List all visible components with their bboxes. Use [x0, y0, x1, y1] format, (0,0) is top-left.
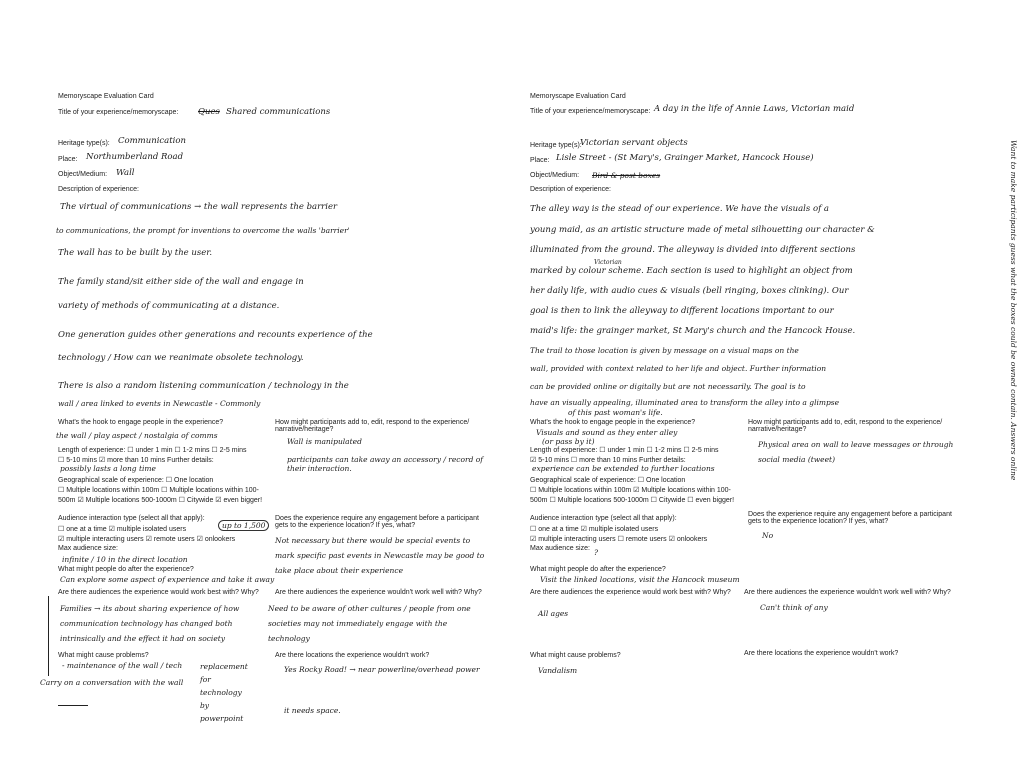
locations-value-2: it needs space. [284, 706, 341, 715]
max-audience-value: infinite / 10 in the direct location [62, 555, 188, 564]
hook-label: What's the hook to engage people in the experience? [58, 419, 224, 426]
description-insert: Victorian [594, 259, 622, 266]
after-label: What might people do after the experience? [530, 566, 666, 573]
hook-label: What's the hook to engage people in the experience? [530, 419, 696, 426]
audience-line-1: ☐ one at a time ☑ multiple isolated users [530, 526, 659, 533]
audiences-best-label: Are there audiences the experience would work best with? Why? [530, 589, 731, 596]
problems-value: Vandalism [538, 666, 578, 675]
engagement-label: Does the experience require any engagement before a participant gets to the experience location? If yes, what? [748, 511, 952, 525]
description-line: of this past woman's life. [568, 408, 663, 417]
place-label: Place: [58, 156, 78, 163]
margin-note: Want to make participants guess what the boxes could be owned contain. Answers online [1009, 140, 1018, 481]
after-value: Visit the linked locations, visit the Hancock museum [540, 575, 740, 584]
audiences-best-value: All ages [538, 609, 569, 618]
title-struck: Ques [198, 107, 220, 117]
audiences-best-label: Are there audiences the experience would work best with? Why? [58, 589, 259, 596]
heritage-value: Victorian servant objects [580, 138, 688, 148]
description-line: The wall has to be built by the user. [58, 248, 213, 258]
description-line: marked by colour scheme. Each section is used to highlight an object from [530, 266, 853, 276]
engagement-value: No [762, 531, 774, 540]
heritage-value: Communication [118, 136, 186, 146]
title-value: Shared communications [226, 107, 331, 117]
locations-label: Are there locations the experience wouldn't work? [275, 652, 430, 659]
participants-value: Physical area on wall to leave messages or through social media (tweet) [758, 440, 954, 464]
geo-line-1: Geographical scale of experience: ☐ One location [530, 477, 686, 484]
heritage-label: Heritage type(s): [530, 142, 582, 149]
length-value: experience can be extended to further locations [532, 464, 715, 473]
description-line: The trail to those location is given by message on a visual maps on the [530, 346, 799, 355]
object-label: Object/Medium: [58, 171, 108, 178]
max-audience-value: ? [594, 548, 599, 557]
description-line: can be provided online or digitally but are not necessarily. The goal is to [530, 382, 806, 391]
geo-line-2: ☐ Multiple locations within 100m ☑ Multiple locations within 100- [530, 487, 731, 494]
participants-value-2: participants can take away an accessory / record of their interaction. [287, 455, 484, 473]
underline-mark [58, 705, 88, 706]
participants-label: How might participants add to, edit, respond to the experience/ narrative/heritage? [748, 419, 943, 433]
geo-line-2: ☐ Multiple locations within 100m ☐ Multiple locations within 100- [58, 487, 259, 494]
length-line-2: ☑ 5-10 mins ☐ more than 10 mins Further details: [530, 457, 686, 464]
description-line: There is also a random listening communication / technology in the [58, 381, 349, 391]
length-value: possibly lasts a long time [60, 464, 156, 473]
audience-label: Audience interaction type (select all that apply): [58, 515, 205, 522]
after-value: Can explore some aspect of experience and take it away [60, 575, 275, 584]
audiences-not-value: Can't think of any [760, 603, 828, 612]
description-line: The family stand/sit either side of the wall and engage in [58, 277, 304, 287]
place-value: Lisle Street - (St Mary's, Grainger Market, Hancock House) [556, 153, 814, 163]
audience-line-2: ☑ multiple interacting users ☑ remote users ☑ onlookers [58, 536, 236, 543]
hook-value: the wall / play aspect / nostalgia of comms [56, 431, 218, 440]
hook-value-1: Visuals and sound as they enter alley [536, 428, 678, 437]
description-line: to communications, the prompt for inventions to overcome the walls 'barrier' [56, 226, 350, 235]
object-label: Object/Medium: [530, 172, 580, 179]
card-header: Memoryscape Evaluation Card [530, 93, 626, 100]
description-line: wall, provided with context related to her life and object. Further information [530, 364, 827, 373]
audience-note: up to 1,500 [218, 520, 269, 531]
engagement-value: Not necessary but there would be special events to mark specific past events in Newcastle may be good to take place about their experience [275, 536, 485, 575]
length-line-2: ☐ 5-10 mins ☑ more than 10 mins Further details: [58, 457, 214, 464]
hook-value-2: (or pass by it) [542, 437, 595, 446]
problems-side-note: replacement for technology by powerpoint [200, 662, 248, 723]
evaluation-card-right [512, 0, 1024, 768]
description-line: young maid, as an artistic structure made of metal silhouetting our character & [530, 225, 875, 235]
audiences-not-value: Need to be aware of other cultures / people from one societies may not immediately engage with the technology [268, 604, 471, 643]
locations-value: Yes Rocky Road! → near powerline/overhead power [284, 665, 480, 674]
description-line: goal is then to link the alleyway to different locations important to our [530, 306, 834, 316]
problems-label: What might cause problems? [530, 652, 621, 659]
description-label: Description of experience: [530, 186, 611, 193]
length-line: Length of experience: ☐ under 1 min ☐ 1-2 mins ☐ 2-5 mins [530, 447, 719, 454]
audiences-best-value: Families → its about sharing experience of how communication technology has changed both intrinsically and the effect it had on society [60, 604, 240, 643]
problems-value-2: Carry on a conversation with the wall [40, 678, 184, 687]
description-line: One generation guides other generations and recounts experience of the [58, 330, 373, 340]
description-line: her daily life, with audio cues & visuals (bell ringing, boxes clinking). Our [530, 286, 849, 296]
place-value: Northumberland Road [86, 152, 184, 162]
engagement-label: Does the experience require any engagement before a participant gets to the experience location? If yes, what? [275, 515, 479, 529]
after-label: What might people do after the experience? [58, 566, 194, 573]
object-struck: Bird & post boxes [592, 171, 661, 180]
max-audience-label: Max audience size: [58, 545, 118, 552]
description-label: Description of experience: [58, 186, 139, 193]
audiences-not-label: Are there audiences the experience wouldn't work well with? Why? [275, 589, 482, 596]
audience-line-2: ☑ multiple interacting users ☐ remote users ☑ onlookers [530, 536, 708, 543]
place-label: Place: [530, 157, 550, 164]
description-line: have an visually appealing, illuminated area to transform the alley into a glimpse [530, 398, 840, 407]
heritage-label: Heritage type(s): [58, 140, 110, 147]
participants-value-1: Wall is manipulated [287, 437, 362, 446]
audiences-not-label: Are there audiences the experience wouldn't work well with? Why? [744, 589, 951, 596]
geo-line-1: Geographical scale of experience: ☐ One location [58, 477, 214, 484]
description-line: wall / area linked to events in Newcastle - Commonly [58, 399, 261, 408]
description-line: technology / How can we reanimate obsolete technology. [58, 353, 304, 363]
object-value: Wall [116, 168, 135, 178]
description-line: illuminated from the ground. The alleyway is divided into different sections [530, 245, 856, 255]
geo-line-3: 500m ☑ Multiple locations 500-1000m ☐ Citywide ☑ even bigger! [58, 497, 263, 504]
max-audience-label: Max audience size: [530, 545, 590, 552]
description-line: variety of methods of communicating at a distance. [58, 301, 280, 311]
locations-label: Are there locations the experience wouldn't work? [744, 650, 899, 657]
card-header: Memoryscape Evaluation Card [58, 93, 154, 100]
description-line: The alley way is the stead of our experience. We have the visuals of a [530, 204, 829, 214]
title-label: Title of your experience/memoryscape: [58, 109, 179, 116]
problems-value: - maintenance of the wall / tech [62, 661, 183, 670]
description-line: The virtual of communications → the wall represents the barrier [60, 202, 338, 212]
audience-line-1: ☐ one at a time ☑ multiple isolated users [58, 526, 187, 533]
participants-label: How might participants add to, edit, respond to the experience/ narrative/heritage? [275, 419, 470, 433]
description-line: maid's life: the grainger market, St Mary's church and the Hancock House. [530, 326, 856, 336]
bracket-line [48, 596, 49, 676]
geo-line-3: 500m ☐ Multiple locations 500-1000m ☐ Citywide ☐ even bigger! [530, 497, 735, 504]
title-value: A day in the life of Annie Laws, Victorian maid [654, 104, 855, 114]
audience-label: Audience interaction type (select all that apply): [530, 515, 677, 522]
length-line: Length of experience: ☐ under 1 min ☐ 1-2 mins ☐ 2-5 mins [58, 447, 247, 454]
title-label: Title of your experience/memoryscape: [530, 108, 651, 115]
problems-label: What might cause problems? [58, 652, 149, 659]
